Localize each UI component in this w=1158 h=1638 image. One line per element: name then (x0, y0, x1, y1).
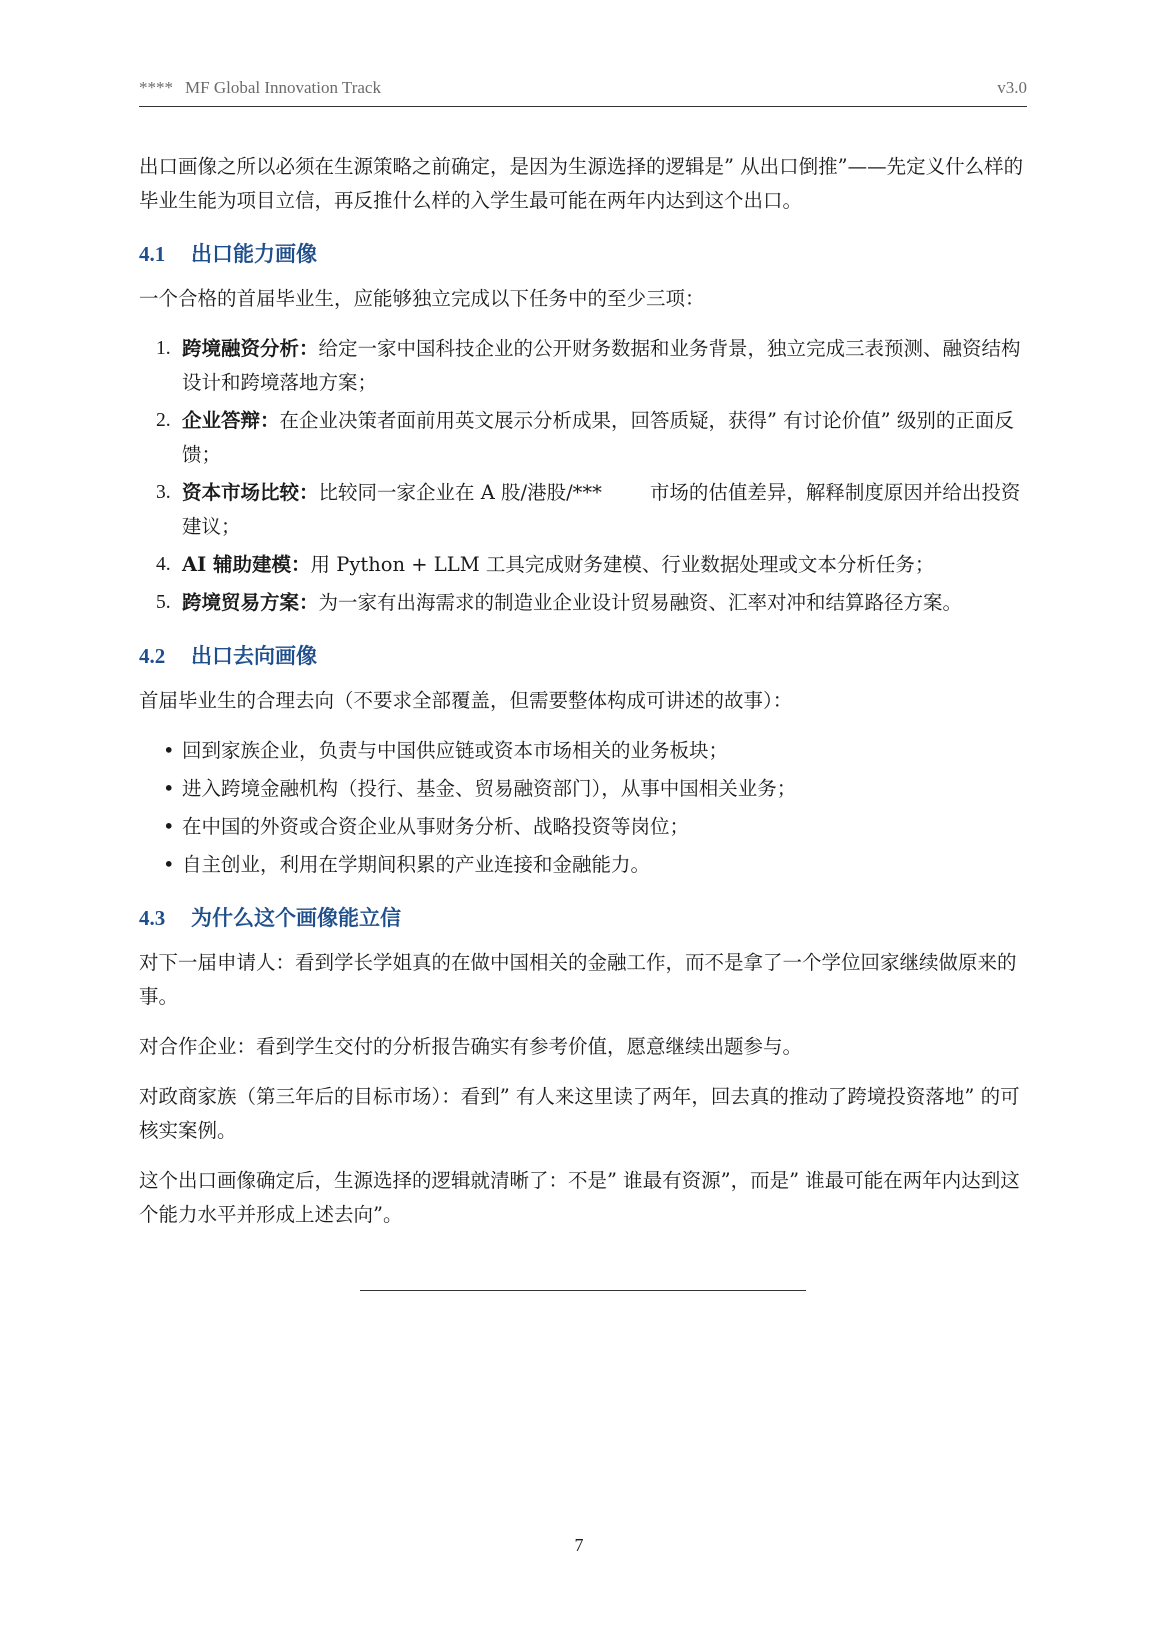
section-title: 出口能力画像 (191, 241, 317, 266)
list-item (139, 332, 1027, 400)
bullet: • (163, 815, 175, 838)
end-rule (360, 1290, 806, 1291)
item-text: 在企业决策者面前用英文展示分析成果，回答质疑，获得” 有讨论价值” 级别的正面反馈； (182, 409, 1014, 466)
section-number: 4.1 (139, 242, 166, 266)
item-number: 4. (156, 554, 171, 575)
section-title: 为什么这个画像能立信 (191, 905, 401, 930)
item-label: AI 辅助建模： (182, 553, 311, 576)
item-text: 用 Python + LLM 工具完成财务建模、行业数据处理或文本分析任务； (310, 553, 935, 576)
section-lead: 首届毕业生的合理去向（不要求全部覆盖，但需要整体构成可讲述的故事）： (139, 689, 793, 712)
header-version: v3.0 (997, 78, 1027, 97)
section-number: 4.2 (139, 644, 166, 668)
item-label: 企业答辩： (182, 409, 280, 432)
page-header (139, 78, 1027, 107)
list-item (139, 404, 1027, 472)
item-text: 在中国的外资或合资企业从事财务分析、战略投资等岗位； (182, 815, 690, 838)
section-heading-4-3 (139, 902, 1027, 934)
list-item (139, 734, 1027, 768)
item-number: 3. (156, 482, 171, 503)
item-label: 跨境融资分析： (182, 337, 319, 360)
bullet: • (163, 739, 175, 762)
page-content (139, 150, 1027, 1248)
item-text: 市场的估值差异，解释制度原因并给出投资建议； (182, 481, 1021, 538)
header-mark: **** (139, 78, 173, 97)
list-item (139, 586, 1027, 620)
body-paragraph: 对政商家族（第三年后的目标市场）：看到” 有人来这里读了两年，回去真的推动了跨境投资落地” 的可核实案例。 (139, 1085, 1020, 1142)
body-paragraph: 这个出口画像确定后，生源选择的逻辑就清晰了：不是” 谁最有资源”，而是” 谁最可能在两年内达到这个能力水平并形成上述去向”。 (139, 1169, 1020, 1226)
item-text: 进入跨境金融机构（投行、基金、贸易融资部门），从事中国相关业务； (182, 777, 797, 800)
item-text: 自主创业，利用在学期间积累的产业连接和金融能力。 (182, 853, 651, 876)
item-text: 回到家族企业，负责与中国供应链或资本市场相关的业务板块； (182, 739, 729, 762)
bullet: • (163, 853, 175, 876)
section-title: 出口去向画像 (191, 643, 317, 668)
list-item (139, 772, 1027, 806)
item-text: 给定一家中国科技企业的公开财务数据和业务背景，独立完成三表预测、融资结构设计和跨境落地方案； (182, 337, 1021, 394)
page-number: 7 (574, 1535, 584, 1555)
section-heading-4-1 (139, 238, 1027, 270)
item-number: 5. (156, 592, 171, 613)
header-title: MF Global Innovation Track (185, 78, 381, 97)
item-text: 为一家有出海需求的制造业企业设计贸易融资、汇率对冲和结算路径方案。 (318, 591, 963, 614)
intro-paragraph: 出口画像之所以必须在生源策略之前确定，是因为生源选择的逻辑是” 从出口倒推”——先定义什么样的毕业生能为项目立信，再反推什么样的入学生最可能在两年内达到这个出口。 (139, 155, 1024, 212)
body-paragraph: 对下一届申请人：看到学长学姐真的在做中国相关的金融工作，而不是拿了一个学位回家继续做原来的事。 (139, 951, 1017, 1008)
destination-list (139, 734, 1027, 882)
list-item (139, 548, 1027, 582)
body-paragraph: 对合作企业：看到学生交付的分析报告确实有参考价值，愿意继续出题参与。 (139, 1035, 803, 1058)
item-label: 跨境贸易方案： (182, 591, 319, 614)
item-number: 1. (156, 338, 171, 359)
item-number: 2. (156, 410, 171, 431)
item-label: 资本市场比较： (182, 481, 319, 504)
list-item (139, 848, 1027, 882)
item-text: 比较同一家企业在 A 股/港股/*** (318, 481, 602, 504)
section-heading-4-2 (139, 640, 1027, 672)
section-number: 4.3 (139, 906, 166, 930)
list-item (139, 810, 1027, 844)
section-lead: 一个合格的首届毕业生，应能够独立完成以下任务中的至少三项： (139, 287, 705, 310)
ability-list (139, 332, 1027, 620)
bullet: • (163, 777, 175, 800)
list-item (139, 476, 1027, 544)
